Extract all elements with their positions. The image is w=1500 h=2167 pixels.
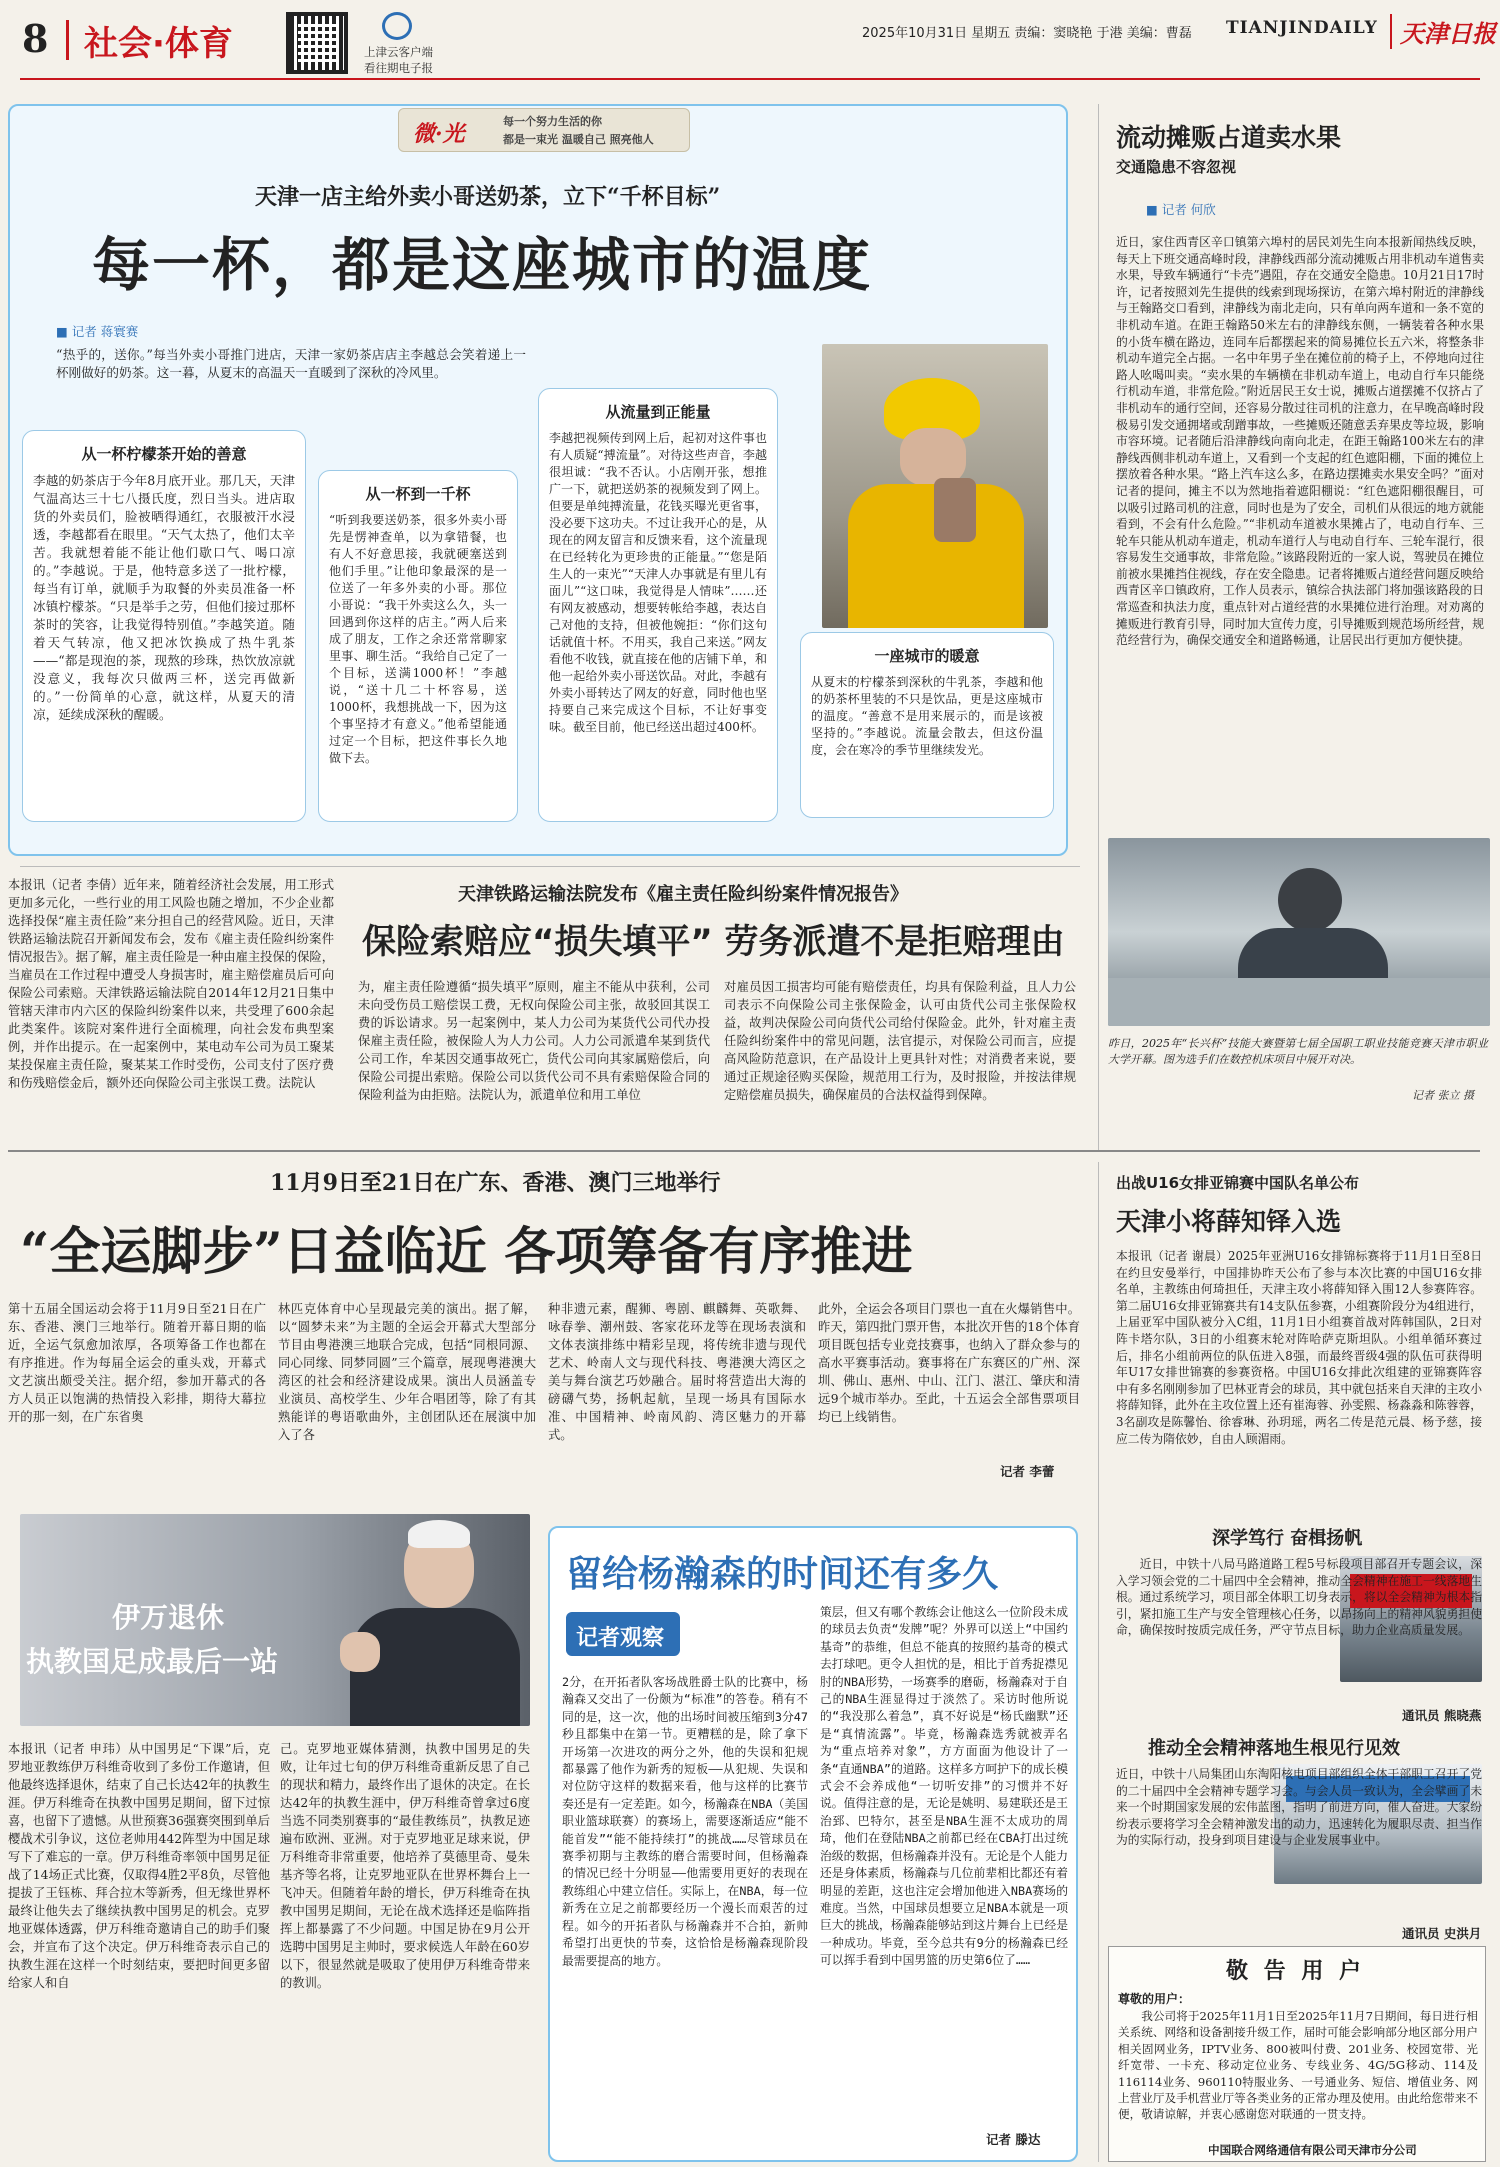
- notice-signature: 中国联合网络通信有限公司天津市分公司: [1208, 2143, 1417, 2157]
- article2-col2: 为，雇主责任险遵循“损失填平”原则，雇主不能从中获利，公司未向受伤员工赔偿误工费，无权向保险公司主张，故驳回其误工费的诉讼请求。另一起案例中，某人力公司为某货代公司代办投保雇主责任险，被保险人为人力公司。人力公司派遣牟某到货代公司工作，牟某因交通事故死亡，货代公司向其家属赔偿后，向保险公司提出索赔。保险公司以货代公司不具有索赔保险合同的保险利益为由拒赔。法院认为，派遣单位和用工单位: [358, 980, 710, 1102]
- date-line: 2025年10月31日 星期五 责编：窦晓艳 于港 美编：曹磊: [862, 26, 1192, 41]
- brand-name: TIANJINDAILY: [1226, 18, 1378, 38]
- notice-title: 敬 告 用 户: [1226, 1959, 1365, 1984]
- article1-byline: ■ 记者 蒋寰赛: [56, 324, 139, 339]
- section4-title: 一座城市的暖意: [874, 647, 980, 665]
- section-divider: [66, 20, 69, 60]
- right1-subhead: 交通隐患不容忽视: [1116, 158, 1237, 176]
- ivankovic-title2: 执教国足成最后一站: [26, 1645, 279, 1678]
- article1-headline: 每一杯，都是这座城市的温度: [92, 231, 873, 299]
- right2-headline: 天津小将薛知铎入选: [1116, 1207, 1342, 1236]
- right3-text: 近日，中铁十八局马路道路工程5号标段项目部召开专题会议，深入学习领会党的二十届四中全会精神，推动全会精神在施工一线落地生根。通过系统学习，项目部全体职工切身表示，将以全会精神为根本指引，紧扣施工生产与安全管理核心任务，以昂扬向上的精神风貌勇担使命，确保按时按质完成任务，严守节点目标，助力企业高质量发展。: [1116, 1557, 1482, 1638]
- article1-kicker: 天津一店主给外卖小哥送奶茶，立下“千杯目标”: [255, 184, 721, 210]
- right1-headline: 流动摊贩占道卖水果: [1116, 123, 1342, 152]
- reporter-observation-tag: [566, 1612, 680, 1656]
- column-slogan-1: 每一个努力生活的你: [503, 115, 602, 128]
- delivery-rider-photo: [822, 344, 1048, 628]
- article4-col2: 己。克罗地亚媒体猜测，执教中国男足的失败，让年过七旬的伊万科维奇重新反思了自己的现状和精力，最终作出了退休的决定。在长达42年的执教生涯中，伊万科维奇曾拿过6度当选不同类别赛事的“最佳教练员”，执教足迹遍布欧洲、亚洲。对于克罗地亚足球来说，伊万科维奇非常重要，他培养了莫德里奇、曼朱基齐等名将，让克罗地亚队在世界杯舞台上一飞冲天。但随着年龄的增长，伊万科维奇在执教中国男足期间，无论在战术选择还是临阵指挥上都暴露了不少问题。中国足协在9月公开选聘中国男足主帅时，要求候选人年龄在60岁以下，很显然就是吸取了使用伊万科维奇带来的教训。: [280, 1742, 530, 1990]
- article3-col1: 第十五届全国运动会将于11月9日至21日在广东、香港、澳门三地举行。随着开幕日期的临近，全运气氛愈加浓厚，各项筹备工作也都在有序推进。作为每届全运会的重头戏，开幕式文艺演出颇受关注。据介绍，参加开幕式的各方人员正以饱满的热情投入彩排，期待大幕拉开的那一刻，在广东省奥: [8, 1302, 266, 1424]
- article3-col4: 此外，全运会各项目门票也一直在火爆销售中。昨天，第四批门票开售，本批次开售的18个体育项目既包括专业竞技赛事，也纳入了群众参与的高水平赛事活动。赛事将在广东赛区的广州、深圳、佛山、惠州、中山、江门、湛江、肇庆和清远9个城市举办。至此，十五运会全部售票项目均已上线销售。: [818, 1302, 1080, 1424]
- article2-col1: 本报讯（记者 李倩）近年来，随着经济社会发展，用工形式更加多元化，一些行业的用工风险也随之增加，不少企业都选择投保“雇主责任险”来分担自己的经营风险。近日，天津铁路运输法院召开新闻发布会，发布《雇主责任险纠纷案件情况报告》。据了解，雇主责任险是一种由雇主投保的保险，当雇员在工作过程中遭受人身损害时，雇主赔偿雇员后可向保险公司索赔。天津铁路运输法院自2014年12月21日集中管辖天津市内六区的保险纠纷案件以来，共受理了600余起此类案件。该院对案件进行全面梳理，向社会发布典型案例，并作出提示。在一起案例中，某电动车公司为员工聚某某投保雇主责任险，聚某某工作时受伤，公司支付了医疗费和伤残赔偿金后，额外还向保险公司主张误工费。法院认: [8, 878, 334, 1090]
- article2-top-rule: [20, 866, 1080, 867]
- section3-title: 从流量到正能量: [605, 403, 711, 421]
- column-tag-name: 微·光: [413, 121, 465, 147]
- column-tag: [398, 108, 690, 152]
- right-column-rule: [1098, 104, 1099, 1150]
- qr-line2: 看往期电子报: [364, 61, 433, 75]
- right2-text: 本报讯（记者 谢晨）2025年亚洲U16女排锦标赛将于11月1日至8日在约旦安曼举行，中国排协昨天公布了参与本次比赛的中国U16女排名单，主教练由何琦担任，天津主攻小将薛知铎入围12人参赛阵容。第二届U16女排亚锦赛共有14支队伍参赛，小组赛阶段分为4组进行，上届亚军中国队被分入C组，11月1日小组赛首战对阵韩国队，2日对阵卡塔尔队，3日的小组赛末轮对阵哈萨克斯坦队。小组单循环赛过后，排名小组前两位的队伍进入8强，而最终晋级4强的队伍可获得明年U17女排世锦赛的参赛资格。中国U16女排此次组建的亚锦赛阵容中有多名刚刚参加了巴林亚青会的球员，其中就包括来自天津的主攻小将薛知铎，此外在主攻位置上还有崔海蓉、孙雯熙、杨淼淼和陈蓉蓉，3名副攻是陈馨怡、徐睿琳、孙玥瑶，两名二传是范元晨、杨予慈，接应二传为隋依妙，自由人顾湄雨。: [1116, 1249, 1482, 1446]
- article3-headline: “全运脚步”日益临近 各项筹备有序推进: [20, 1222, 913, 1282]
- right4-text: 近日，中铁十八局集团山东淘阳核电项目部组织全体干部职工召开了党的二十届四中全会精神专题学习会。与会人员一致认为，全会擘画了未来一个时期国家发展的宏伟蓝图，指明了前进方向，催人奋进。大家纷纷表示要将学习全会精神激发出的动力，迅速转化为履职尽责、担当作为的实际行动，投身到项目建设与企业发展事业中。: [1116, 1767, 1482, 1848]
- article3-col3: 种非遗元素，醒狮、粤剧、麒麟舞、英歌舞、咏春拳、潮州鼓、客家花环龙等在现场表演和文体表演排练中精彩呈现，将传统非遗与现代艺术、岭南人文与现代科技、粤港澳大湾区之美与舞台演艺巧妙融合。届时将营造出大海的磅礴气势，扬帆起航，呈现一场具有国际水准、中国精神、岭南风韵、湾区魅力的开幕式。: [548, 1302, 806, 1442]
- masthead-rule: [20, 78, 1480, 80]
- article1-lead: “热乎的，送你。”每当外卖小哥推门进店，天津一家奶茶店店主李越总会笑着递上一杯刚做好的奶茶。这一暮，从夏末的高温天一直暖到了深秋的冷风里。: [56, 347, 526, 380]
- skills-photo-byline: 记者 张立 摄: [1412, 1089, 1474, 1102]
- skills-competition-photo: [1108, 838, 1490, 1026]
- section1-text: 李越的奶茶店于今年8月底开业。那几天，天津气温高达三十七八摄氏度，烈日当头。进店取货的外卖员们，脸被晒得通红，衣服被汗水浸透，李越都看在眼里。“天气太热了，他们太辛苦。我就想着能不能让他们歇口气、喝口凉的。”李越说。于是，他特意多送了一批柠檬，每当有订单，就顺手为取餐的外卖员准备一杯冰镇柠檬茶。“只是举手之劳，但他们接过那杯茶时的笑容，让我觉得特别值。”李越笑道。随着天气转凉，他又把冰饮换成了热牛乳茶——“都是现泡的茶，现熬的珍珠，热饮放凉就没意义，我每次只做两三杯，送完再做新的。”一份简单的心意，就这样，从夏天的清凉，延续成深秋的醒暖。: [33, 473, 295, 722]
- article5-col2: 策层，但又有哪个教练会让他这么一位阶段未成的球员去负责“发牌”呢？外界可以送上“中国约基奇”的恭维，但总不能真的按照约基奇的模式去打球吧。更令人担忧的是，相比于首秀捉襟见肘的NBA形势，一场赛季的磨砺，杨瀚森对于自己的NBA生涯显得过于淡然了。采访时他所说的“我没那么着急”，真不好说是“杨氏幽默”还是“真情流露”。毕竟，杨瀚森选秀就被弄名为“重点培养对象”，方方面面为他设计了一条“直通NBA”的道路。这样多方呵护下的成长模式会不会养成他“一切听安排”的习惯并不好说。值得注意的是，无论是姚明、易建联还是王治郅、巴特尔，甚至是NBA生涯不太成功的周琦，他们在登陆NBA之前都已经在CBA打出过统治级的数据，但杨瀚森并没有。无论是个人能力还是身体素质，杨瀚森与几位前辈相比都还有着明显的差距，这也注定会增加他进入NBA赛场的难度。当然，中国球员想要立足NBA本就是一项巨大的挑战，杨瀚森能够站到这片舞台上已经是一种成功。毕竟，至今总共有9分的杨瀚森已经可以挥手看到中国男篮的历史第6位了……: [820, 1605, 1068, 1968]
- column-slogan-2: 都是一束光 温暖自己 照亮他人: [503, 133, 654, 146]
- article5-byline: 记者 滕达: [986, 2132, 1041, 2147]
- section-title: 社会·体育: [84, 24, 233, 64]
- app-logo-icon: [382, 12, 412, 40]
- masthead: [0, 0, 1500, 80]
- article3-kicker: 11月9日至21日在广东、香港、澳门三地举行: [270, 1170, 721, 1196]
- right4-headline: 推动全会精神落地生根见行见效: [1148, 1738, 1400, 1759]
- section4-text: 从夏末的柠檬茶到深秋的牛乳茶，李越和他的奶茶杯里装的不只是饮品，更是这座城市的温度。“善意不是用来展示的，而是该被坚持的。”李越说。流量会散去，但这份温度，会在寒冷的季节里继续发光。: [811, 675, 1043, 757]
- newspaper-logo: 天津日报: [1390, 14, 1496, 49]
- article4-col1: 本报讯（记者 申玮）从中国男足“下课”后，克罗地亚教练伊万科维奇收到了多份工作邀请，但他最终选择退休，结束了自己长达42年的执教生涯。伊万科维奇在执教中国男足期间，留下过惊喜，也留下了遗憾。从世预赛36强赛突围到单后樱战术引争议，这位老帅用442阵型为中国足球写下了难忘的一章。伊万科维奇率领中国男足征战了14场正式比赛，仅取得4胜2平8负，尽管他提拔了王钰栋、拜合拉木等新秀，但无缘世界杯最终让他失去了继续执教中国男足的机会。克罗地亚媒体透露，伊万科维奇邀请自己的助手们聚会，并宣布了这个决定。伊万科维奇表示自己的执教生涯在这样一个时刻结束，要把时间更多留给家人和自: [8, 1742, 270, 1990]
- article3-col2: 林匹克体育中心呈现最完美的演出。据了解，以“圆梦未来”为主题的全运会开幕式大型部分节目由粤港澳三地联合完成，包括“同根同源、同心同缘、同梦同圆”三个篇章，展现粤港澳大湾区的社会和经济建设成果。演出人员涵盖专业演员、高校学生、少年合唱团等，除了有其熟能详的粤语歌曲外，主创团队还在展演中加入了各: [278, 1302, 536, 1442]
- article1-section1: [22, 430, 306, 822]
- article1-section4: [800, 632, 1054, 818]
- section2-title: 从一杯到一千杯: [365, 485, 471, 503]
- article5-col1: 2分，在开拓者队客场战胜爵士队的比赛中，杨瀚森又交出了一份颇为“标准”的答卷。稍有不同的是，这一次，他的出场时间被压缩到3分47秒且都集中在第一节。更糟糕的是，除了拿下开场第一次进攻的两分之外，他的失误和犯规都暴露了他作为新秀的短板——从犯规、失误和对位防守这样的数据来看，他与这样的比赛节奏还是有一定差距。如今，杨瀚森在NBA（美国职业篮球联赛）的赛场上，需要逐渐适应“能不能首发”“能不能持续打”的挑战……尽管球员在赛季初期与主教练的磨合需要时间，但杨瀚森的情况已经十分明显——他需要用更好的表现在教练组心中建立信任。实际上，在NBA，每一位新秀在立足之前都要经历一个漫长而艰苦的过程。如今的开拓者队与杨瀚森并不合拍，新帅希望打出更快的节奏，这恰恰是杨瀚森现阶段最需要提高的地方。: [562, 1675, 808, 1968]
- article3-top-rule: [8, 1150, 1480, 1152]
- right2-kicker: 出战U16女排亚锦赛中国队名单公布: [1116, 1174, 1360, 1192]
- right3-headline: 深学笃行 奋楫扬帆: [1212, 1528, 1363, 1549]
- section3-text: 李越把视频传到网上后，起初对这件事也有人质疑“搏流量”。对待这些声音，李越很坦诚：“我不否认。小店刚开张，想推广一下，就把送奶茶的视频发到了网上。但要是单纯搏流量，花钱买曝光更省事，没必要下这功夫。不过让我开心的是，从现在的网友留言和反馈来看，这个流量现在已经转化为更珍贵的正能量。”“您是陌生人的一束光”“天津人办事就是有里儿有面儿”“这口味，我觉得是人情味”……还有网友被感动，想要转帐给李越，表达自己对他的支持，但被他婉拒：“你们这句话就值十杯。不用买，我自己来送。”网友看他不收钱，就直接在他的店铺下单，和他一起给外卖小哥送饮品。对此，李越有外卖小哥转达了网友的好意，同时他也坚持要自己来完成这个目标，不让好事变味。截至目前，他已经送出超过400杯。: [549, 431, 767, 734]
- notice-salute: 尊敬的用户：: [1118, 1992, 1191, 2006]
- page-number: 8: [22, 16, 49, 61]
- right1-text: 近日，家住西青区辛口镇第六埠村的居民刘先生向本报新闻热线反映，每天上下班交通高峰时段，津静线西部分流动摊贩占用非机动车道售卖水果，导致车辆通行“卡壳”遇阻，存在交通安全隐患。10月21日17时许，记者按照刘先生提供的线索到现场探访，在第六埠村附近的津静线与王翰路交口看到，津静线为南北走向，只有单向两车道和一条不宽的非机动车道。在距王翰路50米左右的津静线东侧，一辆装着各种水果的小货车横在路边，连同车后都摆起来的简易摊位长五六米，将整条非机动车道完全占据。一名中年男子坐在摊位前的椅子上，不停地向过往路人吆喝叫卖。“卖水果的车辆横在非机动车道上，电动自行车只能绕行机动车道，非常危险。”附近居民王女士说，摊贩占道摆摊不仅挤占了非机动车的通行空间，还容易分散过往司机的注意力，在早晚高峰时段极易引发交通拥堵或刮蹭事故，一些摊贩还随意丢弃果皮等垃圾，影响市容环境。记者随后沿津静线向南向北走，在距王翰路100米左右的津静线西侧非机动车道上，又看到一个支起的红色遮阳棚，下面的摊位上摆放着各种水果。“路上汽车这么多，在路边摆摊卖水果安全吗？”面对记者的提问，摊主不以为然地指着遮阳棚说：“红色遮阳棚很醒目，可以吸引过路司机的注意，同时也是为了安全，司机们从很远的地方就能看到，不会有什么危险。”“非机动车道被水果摊占了，电动自行车、三轮车只能从机动车道走，机动车道行人与电动自行车、三轮车混行，很容易发生交通事故，非常危险。”该路段附近的一家人说，驾驶员在摊位前被水果摊挡住视线，存在安全隐患。记者将摊贩占道经营问题反映给西青区辛口镇政府，工作人员表示，镇综合执法部门将加强该路段的日常巡查和执法力度，重点针对占道经营的水果摊位进行治理。对劝离的摊贩进行教育引导，同时加大宣传力度，引导摊贩到规范场所经营，规范经营行为，确保交通安全和道路畅通，让居民出行更加方便快捷。: [1116, 235, 1484, 648]
- right4-byline: 通讯员 史洪月: [1402, 1926, 1482, 1941]
- article1-section2: [318, 470, 518, 822]
- qr-line1: 上津云客户端: [364, 45, 433, 59]
- reporter-observation-label: 记者观察: [576, 1626, 665, 1651]
- article2-col3: 对雇员因工损害均可能有赔偿责任，均具有保险利益，且人力公司表示不向保险公司主张保险金，认可由货代公司主张保险权益，故判决保险公司向货代公司给付保险金。此外，针对雇主责任险纠纷案件中的常见问题，法官提示，对保险公司而言，应提高风险防范意识，在产品设计上更具针对性；对消费者来说，要通过正规途径购买保险，规范用工行为，及时报险，并按法律规定赔偿雇员损失，确保雇员的合法权益得到保障。: [724, 980, 1076, 1102]
- section2-text: “听到我要送奶茶，很多外卖小哥先是愣神查单，以为拿错餐，也有人不好意思接，我就硬塞送到他们手里。”让他印象最深的是一位送了一年多外卖的小哥。那位小哥说：“我干外卖这么久，头一回遇到你这样的店主。”两人后来成了朋友，工作之余还常常聊家里事、聊生活。“我给自己定了一个目标，送满1000杯！”李越说，“送十几二十杯容易，送1000杯，我想挑战一下，因为这个事坚持才有意义。”他希望能通过定一个目标，把这件事长久地做下去。: [329, 513, 507, 765]
- article2-headline: 保险索赔应“损失填平” 劳务派遣不是拒赔理由: [362, 922, 1065, 962]
- article2-kicker: 天津铁路运输法院发布《雇主责任险纠纷案件情况报告》: [458, 884, 908, 905]
- right-bottom-rule: [1098, 1162, 1099, 2162]
- section1-title: 从一杯柠檬茶开始的善意: [81, 445, 247, 463]
- right3-byline: 通讯员 熊晓燕: [1402, 1708, 1482, 1723]
- ivankovic-photo: [20, 1514, 530, 1726]
- article3-byline: 记者 李蕾: [1000, 1464, 1055, 1479]
- article5-headline: 留给杨瀚森的时间还有多久: [566, 1554, 999, 1595]
- notice-text: 我公司将于2025年11月1日至2025年11月7日期间，每日进行相关系统、网络和设备割接升级工作，届时可能会影响部分地区部分用户相关固网业务，IPTV业务、800被叫付费、201业务、校园宽带、光纤宽带、一卡充、移动定位业务、专线业务、4G/5G移动、114及116114业务、960110特服业务、一号通业务、短信、增值业务、网上营业厅及手机营业厅等各类业务的正常办理及使用。由此给您带来不便，敬请谅解，并衷心感谢您对联通的一贯支持。: [1118, 2009, 1478, 2122]
- qr-code[interactable]: [286, 12, 348, 74]
- skills-photo-caption: 昨日，2025年“长兴杯”技能大赛暨第七届全国职工职业技能竞赛天津市职业大学开幕。图为选手们在数控机床项目中展开对决。: [1108, 1037, 1488, 1066]
- right1-byline: ■ 记者 何欣: [1146, 202, 1216, 217]
- ivankovic-title1: 伊万退休: [112, 1601, 225, 1634]
- article1-section3: [538, 388, 778, 822]
